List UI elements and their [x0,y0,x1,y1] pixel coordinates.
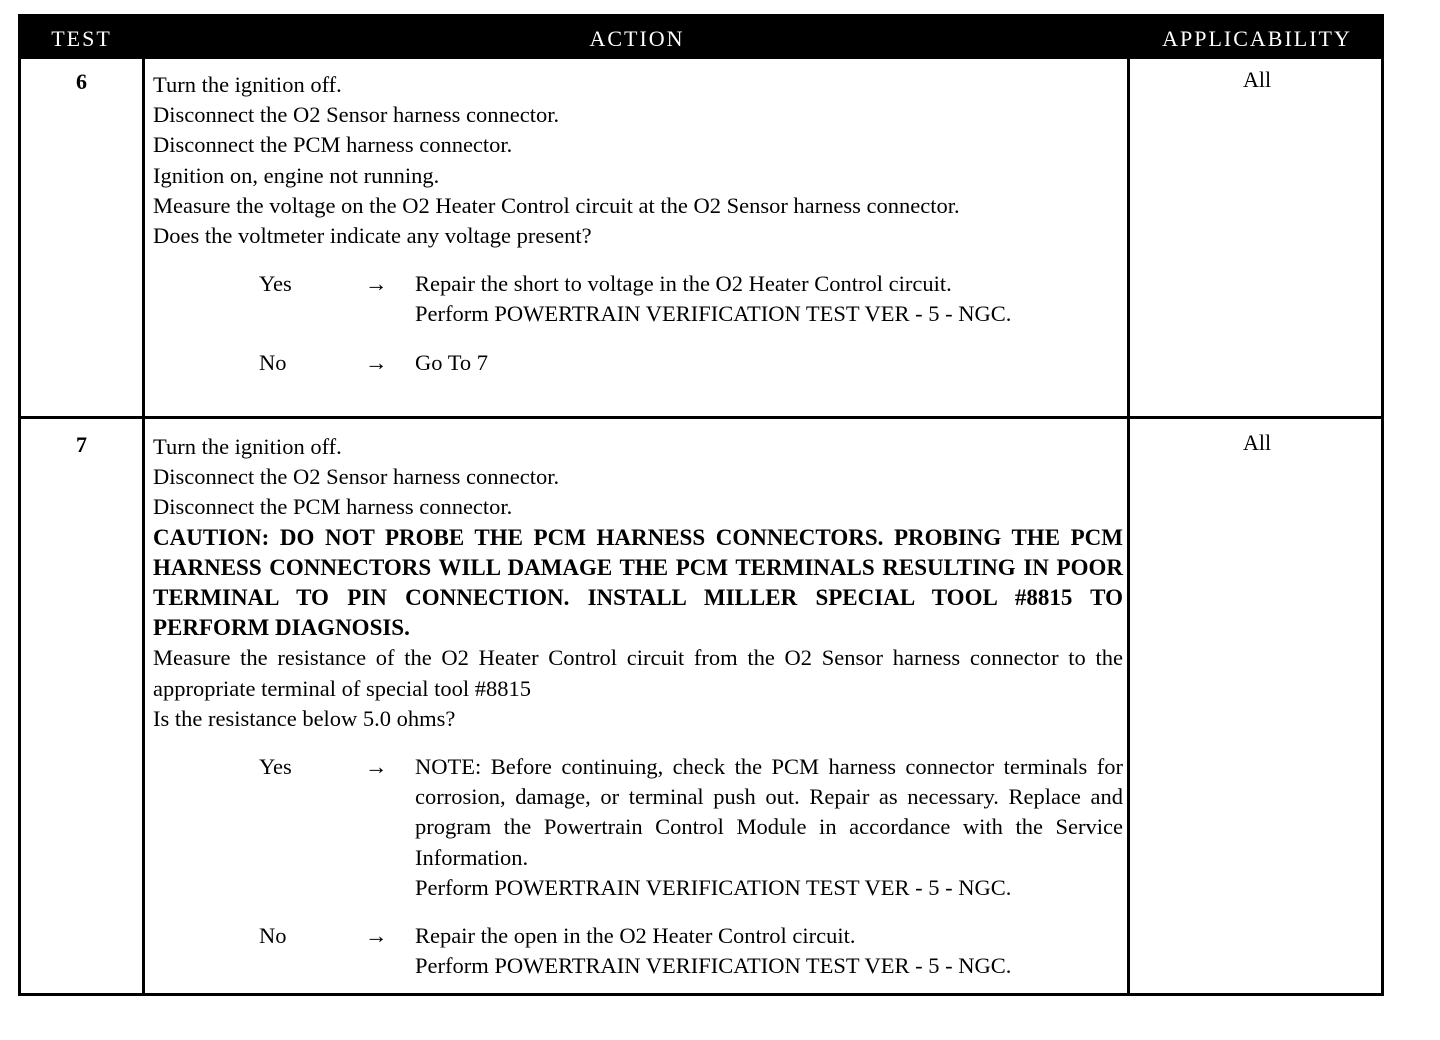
step: Ignition on, engine not running. [153,162,440,188]
answer-line: Repair the short to voltage in the O2 Heater Control circuit. [415,271,952,297]
applicability-value: All [1242,67,1272,92]
action-cell [153,70,1123,378]
step: Disconnect the O2 Sensor harness connector. [153,102,560,128]
arrow-icon: → [365,923,388,949]
no-text [415,348,1123,378]
row-divider [21,416,1381,419]
test-number: 6 [76,69,87,94]
yes-text [415,752,1123,903]
step: Measure the voltage on the O2 Heater Control circuit at the O2 Sensor harness connector. [153,192,960,218]
answer-line: Perform POWERTRAIN VERIFICATION TEST VER - 5 - NGC. [415,953,1012,979]
answer-line: Perform POWERTRAIN VERIFICATION TEST VER - 5 - NGC. [415,874,1012,900]
answers [153,752,1123,981]
step: Turn the ignition off. [153,434,342,459]
step: Disconnect the PCM harness connector. [153,494,513,520]
yes-answer [153,752,1123,903]
answer-line: NOTE: Before continuing, check the PCM harness connector terminals for corrosion, damage, or terminal push out. Repair as necessary. Replace and program the Powertrain Control Module in accordance with the Service Information. [415,754,1123,870]
column-divider [1127,59,1130,993]
table-header [21,17,1381,59]
no-text [415,921,1123,981]
header-test: TEST [51,26,112,51]
answer-line: Go To 7 [415,349,489,375]
arrow-icon: → [365,271,388,297]
step: Is the resistance below 5.0 ohms? [153,705,456,731]
no-answer [153,921,1123,981]
arrow-icon: → [365,349,388,375]
header-applicability: APPLICABILITY [1162,26,1352,51]
header-action: ACTION [589,26,685,51]
no-label: No [259,923,287,949]
column-divider [142,59,145,993]
step: Disconnect the PCM harness connector. [153,132,513,158]
step: Measure the resistance of the O2 Heater Control circuit from the O2 Sensor harness connector to the appropriate terminal of special tool #8815 [153,645,1123,701]
step: Does the voltmeter indicate any voltage present? [153,223,592,249]
no-label: No [259,349,287,375]
arrow-icon: → [365,754,388,780]
test-number: 7 [76,432,87,457]
action-cell [153,432,1123,981]
answers [153,269,1123,378]
answer-line: Perform POWERTRAIN VERIFICATION TEST VER - 5 - NGC. [415,301,1012,327]
yes-text [415,269,1123,329]
applicability-value: All [1242,430,1272,455]
caution-text: CAUTION: DO NOT PROBE THE PCM HARNESS CONNECTORS. PROBING THE PCM HARNESS CONNECTORS WILL DAMAGE THE PCM TERMINALS RESULTING IN POOR TERMINAL TO PIN CONNECTION. INSTALL MILLER SPECIAL TOOL #8815 TO PERFORM DIAGNOSIS. [153,524,1123,641]
step: Disconnect the O2 Sensor harness connector. [153,464,560,490]
diagnostic-table [18,14,1384,996]
answer-line: Repair the open in the O2 Heater Control circuit. [415,923,856,949]
yes-answer [153,269,1123,329]
yes-label: Yes [259,271,292,297]
yes-label: Yes [259,754,292,780]
no-answer [153,348,1123,378]
step: Turn the ignition off. [153,72,342,97]
